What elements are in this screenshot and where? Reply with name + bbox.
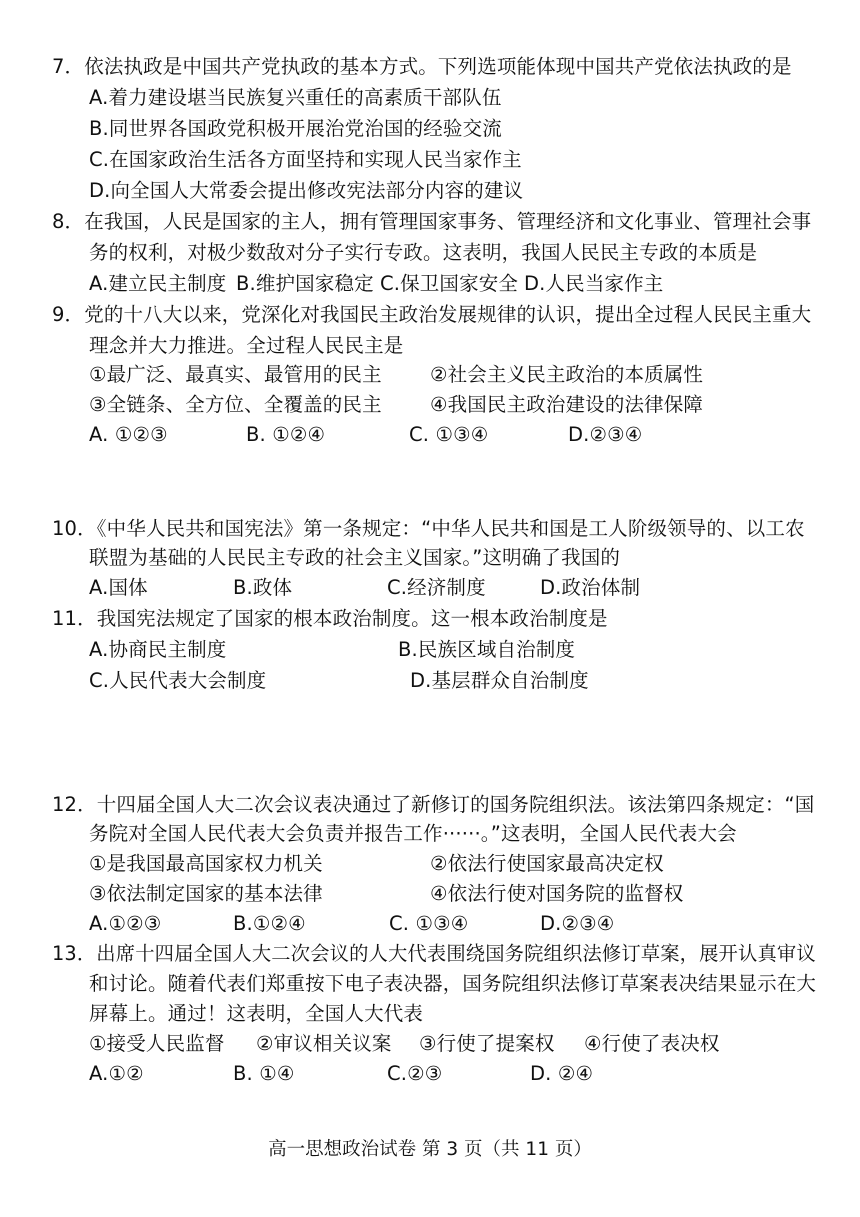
option-c: C.②③	[387, 1062, 443, 1085]
option-a: A. ①②③	[89, 423, 168, 446]
option-b: B.同世界各国政党积极开展治党治国的经验交流	[89, 117, 502, 140]
statement-3: ③全链条、全方位、全覆盖的民主	[89, 393, 382, 416]
statement-4: ④依法行使对国务院的监督权	[430, 882, 684, 905]
option-a: A.①②③	[89, 912, 162, 935]
question-stem: 11．我国宪法规定了国家的根本政治制度。这一根本政治制度是	[52, 607, 608, 630]
question-stem: 12．十四届全国人大二次会议表决通过了新修订的国务院组织法。该法第四条规定：“国	[52, 793, 815, 816]
question-stem: 7．依法执政是中国共产党执政的基本方式。下列选项能体现中国共产党依法执政的是	[52, 55, 792, 78]
statement-1: ①接受人民监督	[89, 1032, 225, 1055]
question-stem: 联盟为基础的人民民主专政的社会主义国家。”这明确了我国的	[89, 546, 621, 569]
option-d: D.基层群众自治制度	[410, 669, 589, 692]
statement-3: ③行使了提案权	[419, 1032, 555, 1055]
statement-1: ①最广泛、最真实、最管用的民主	[89, 363, 382, 386]
option-b: B.①②④	[233, 912, 306, 935]
statement-1: ①是我国最高国家权力机关	[89, 852, 323, 875]
statement-2: ②审议相关议案	[256, 1032, 392, 1055]
question-stem: 务的权利，对极少数敌对分子实行专政。这表明，我国人民民主专政的本质是	[89, 241, 758, 264]
option-c: C. ①③④	[409, 423, 489, 446]
question-stem: 9．党的十八大以来，党深化对我国民主政治发展规律的认识，提出全过程人民民主重大	[52, 303, 812, 326]
option-c: C. ①③④	[389, 912, 469, 935]
option-c: C.经济制度	[387, 576, 486, 599]
option-a: A.着力建设堪当民族复兴重任的高素质干部队伍	[89, 86, 502, 109]
option-d: D.向全国人大常委会提出修改宪法部分内容的建议	[89, 179, 524, 202]
question-stem: 和讨论。随着代表们郑重按下电子表决器，国务院组织法修订草案表决结果显示在大	[89, 972, 817, 995]
option-a: A.①②	[89, 1062, 144, 1085]
statement-3: ③依法制定国家的基本法律	[89, 882, 323, 905]
option-a: A.协商民主制度	[89, 638, 227, 661]
option-c: C.在国家政治生活各方面坚持和实现人民当家作主	[89, 148, 522, 171]
option-c: C.人民代表大会制度	[89, 669, 267, 692]
option-a: A.建立民主制度	[89, 272, 227, 295]
option-b: B. ①④	[233, 1062, 295, 1085]
question-stem: 理念并大力推进。全过程人民民主是	[89, 334, 404, 357]
option-d: D.②③④	[568, 423, 643, 446]
option-a: A.国体	[89, 576, 148, 599]
statement-2: ②依法行使国家最高决定权	[430, 852, 664, 875]
statement-2: ②社会主义民主政治的本质属性	[430, 363, 704, 386]
option-b: B.维护国家稳定	[236, 272, 374, 295]
option-b: B.政体	[233, 576, 293, 599]
option-d: D.政治体制	[540, 576, 641, 599]
question-stem: 屏幕上。通过！这表明，全国人大代表	[89, 1002, 424, 1025]
option-c: C.保卫国家安全	[380, 272, 519, 295]
question-stem: 13．出席十四届全国人大二次会议的人大代表围绕国务院组织法修订草案，展开认真审议	[52, 942, 816, 965]
question-stem: 务院对全国人民代表大会负责并报告工作······。”这表明，全国人民代表大会	[89, 822, 737, 845]
question-stem: 10．《中华人民共和国宪法》第一条规定：“中华人民共和国是工人阶级领导的、以工农	[52, 517, 805, 540]
page-footer: 高一思想政治试卷 第 3 页（共 11 页）	[268, 1139, 592, 1160]
option-b: B.民族区域自治制度	[398, 638, 576, 661]
statement-4: ④行使了表决权	[584, 1032, 720, 1055]
statement-4: ④我国民主政治建设的法律保障	[430, 393, 704, 416]
question-stem: 8．在我国，人民是国家的主人，拥有管理国家事务、管理经济和文化事业、管理社会事	[52, 210, 812, 233]
option-d: D. ②④	[530, 1062, 594, 1085]
option-d: D.人民当家作主	[524, 272, 664, 295]
option-b: B. ①②④	[246, 423, 326, 446]
option-d: D.②③④	[540, 912, 615, 935]
